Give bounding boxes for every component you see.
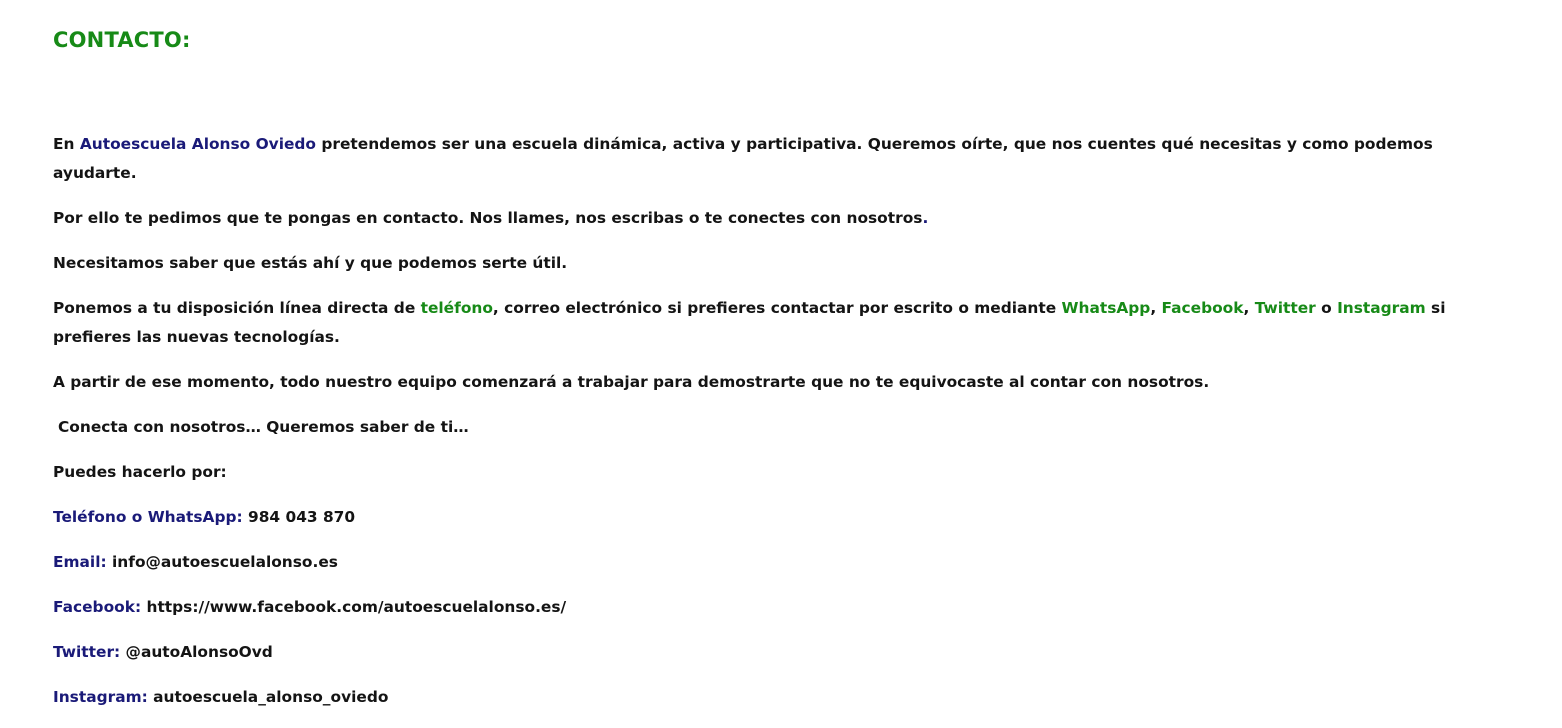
whatsapp-link[interactable]: WhatsApp bbox=[1061, 299, 1151, 317]
intro-post: pretendemos ser una escuela dinámica, activa y participativa. Queremos oírte, que nos cuentes qué necesitas y como podemos ayudarte. bbox=[53, 135, 1433, 182]
separator-2: , bbox=[1243, 299, 1255, 317]
contact-facebook-row bbox=[53, 593, 1518, 622]
contact-instagram-row bbox=[53, 683, 1518, 712]
need-paragraph: Necesitamos saber que estás ahí y que podemos serte útil. bbox=[53, 254, 568, 272]
contact-email-label: Email: bbox=[53, 553, 107, 571]
separator-1: , bbox=[1150, 299, 1162, 317]
twitter-link[interactable]: Twitter bbox=[1254, 299, 1316, 317]
request-text: Por ello te pedimos que te pongas en contacto. Nos llames, nos escribas o te conectes con nosotros bbox=[53, 209, 923, 227]
channels-text-3: si prefieres las nuevas tecnologías. bbox=[53, 299, 1446, 346]
contact-facebook-label: Facebook: bbox=[53, 598, 142, 616]
contact-email-row bbox=[53, 548, 1518, 577]
facebook-link[interactable]: Facebook bbox=[1161, 299, 1244, 317]
intro-paragraph bbox=[53, 130, 1518, 188]
intro-pre: En bbox=[53, 135, 80, 153]
channels-paragraph bbox=[53, 294, 1518, 352]
request-paragraph bbox=[53, 204, 1518, 233]
instagram-link[interactable]: Instagram bbox=[1337, 299, 1426, 317]
separator-3: o bbox=[1315, 299, 1338, 317]
channels-text-2: , correo electrónico si prefieres contactar por escrito o mediante bbox=[492, 299, 1062, 317]
contact-instagram-value[interactable]: autoescuela_alonso_oviedo bbox=[147, 688, 389, 706]
contact-facebook-value[interactable]: https://www.facebook.com/autoescuelalonso.es/ bbox=[141, 598, 567, 616]
brand-link[interactable]: Autoescuela Alonso Oviedo bbox=[79, 135, 317, 153]
connect-paragraph: Conecta con nosotros… Queremos saber de ti… bbox=[58, 418, 469, 436]
channels-text-1: Ponemos a tu disposición línea directa de bbox=[53, 299, 421, 317]
contact-phone-label: Teléfono o WhatsApp: bbox=[53, 508, 243, 526]
contact-instagram-label: Instagram: bbox=[53, 688, 148, 706]
contact-email-value[interactable]: info@autoescuelalonso.es bbox=[106, 553, 338, 571]
contact-phone-value[interactable]: 984 043 870 bbox=[242, 508, 356, 526]
page-title: CONTACTO: bbox=[53, 28, 191, 52]
contact-twitter-value[interactable]: @autoAlonsoOvd bbox=[120, 643, 273, 661]
team-paragraph: A partir de ese momento, todo nuestro equipo comenzará a trabajar para demostrarte que no te equivocaste al contar con nosotros. bbox=[53, 373, 1210, 391]
phone-link[interactable]: teléfono bbox=[420, 299, 493, 317]
contact-twitter-label: Twitter: bbox=[53, 643, 121, 661]
request-dot: . bbox=[922, 209, 929, 227]
contact-phone-row bbox=[53, 503, 1518, 532]
contact-content bbox=[53, 130, 1518, 728]
how-paragraph: Puedes hacerlo por: bbox=[53, 463, 227, 481]
contact-twitter-row bbox=[53, 638, 1518, 667]
